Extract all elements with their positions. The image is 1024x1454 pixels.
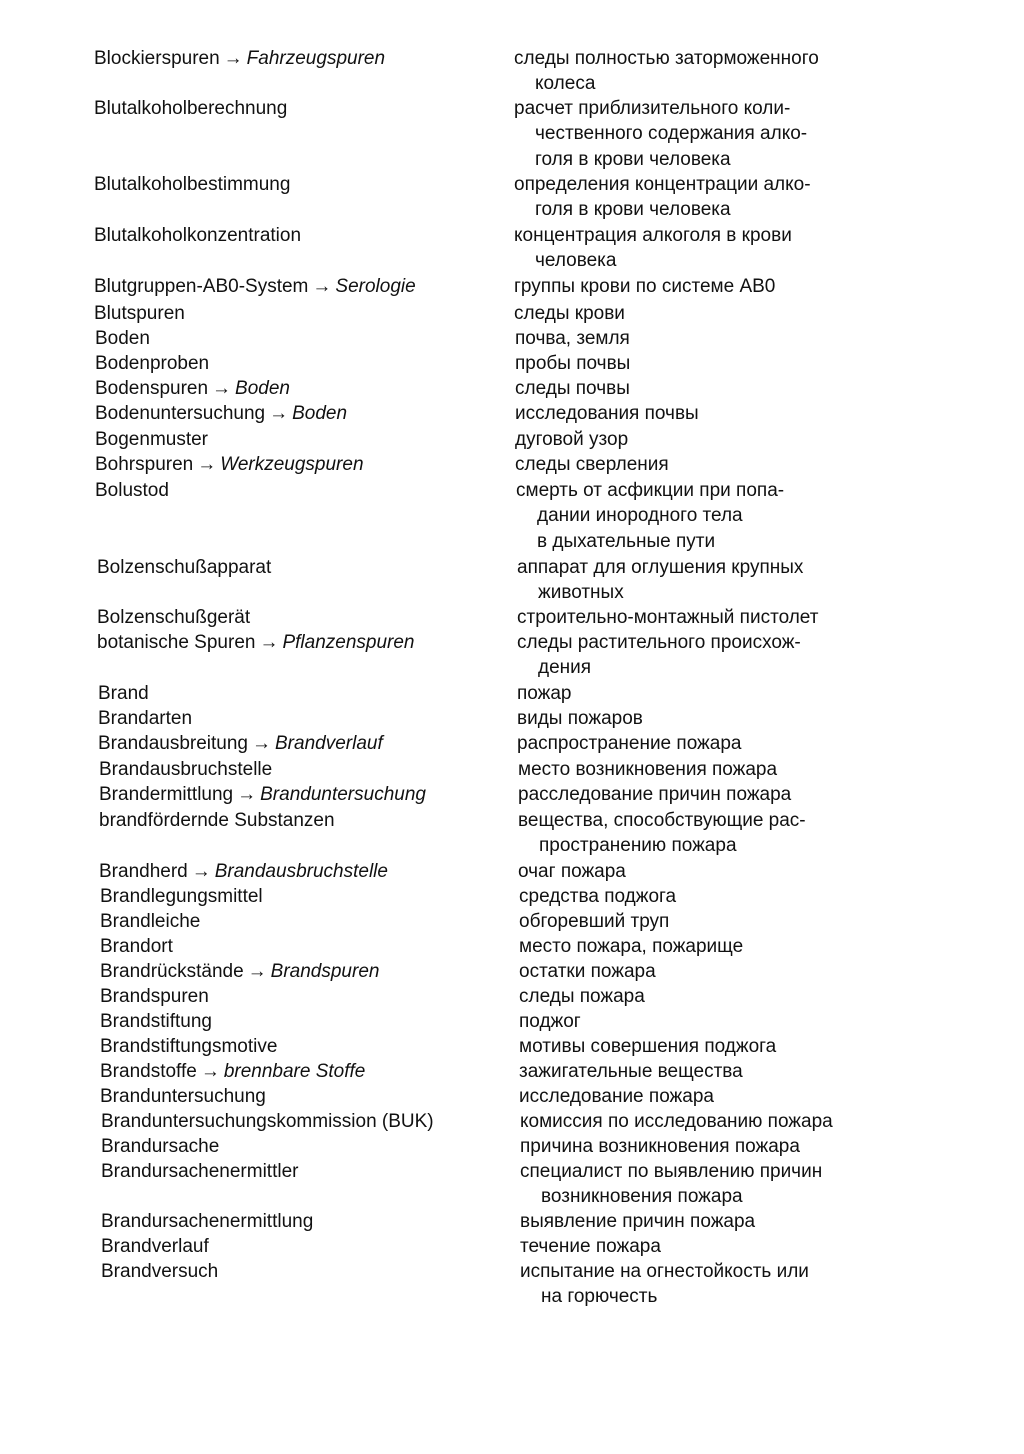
entry-translation	[519, 909, 879, 934]
entry-term	[99, 782, 499, 807]
cross-reference-target: Brandspuren	[270, 961, 380, 982]
translation-line: виды пожаров	[517, 708, 643, 729]
entry-term	[100, 909, 500, 934]
translation-line: пространению пожара	[539, 835, 737, 857]
entry-term	[101, 1209, 501, 1234]
term-text: Bolzenschußgerät	[97, 607, 251, 628]
translation-line: специалист по выявлению причин	[520, 1161, 823, 1182]
translation-line: остатки пожара	[519, 961, 656, 982]
entry-term	[100, 1034, 500, 1059]
cross-reference-target: Werkzeugspuren	[220, 454, 364, 475]
term-text: Brandstoffe	[100, 1061, 197, 1082]
translation-line: следы сверления	[515, 454, 669, 475]
entry-term	[101, 1109, 501, 1134]
translation-line: следы крови	[514, 303, 625, 324]
translation-line: зажигательные вещества	[519, 1061, 743, 1082]
term-text: Brandstiftung	[100, 1011, 212, 1032]
term-text: Blutalkoholberechnung	[94, 98, 288, 119]
cross-reference-arrow-icon: →	[269, 403, 289, 424]
entry-translation	[518, 859, 878, 884]
translation-line: средства поджога	[519, 886, 677, 907]
cross-reference-arrow-icon: →	[247, 961, 267, 982]
entry-translation	[520, 1109, 880, 1134]
entry-translation	[517, 630, 877, 681]
term-text: Brandursache	[101, 1136, 220, 1157]
entry-term	[98, 681, 498, 706]
entry-term	[95, 376, 495, 401]
entry-translation	[519, 959, 879, 984]
entry-term	[94, 301, 494, 326]
translation-line: колеса	[535, 73, 596, 95]
translation-line: концентрация алкоголя в крови	[514, 225, 792, 246]
cross-reference-target: Branduntersuchung	[260, 784, 426, 805]
entry-translation	[517, 731, 877, 756]
entry-term	[99, 808, 499, 833]
translation-line: причина возникновения пожара	[520, 1136, 800, 1157]
term-text: Bolzenschußapparat	[97, 557, 272, 578]
entry-term	[101, 1159, 501, 1184]
term-text: Brandursachenermittler	[101, 1161, 299, 1182]
translation-line: расчет приблизительного коли-	[514, 98, 791, 119]
entry-translation	[519, 934, 879, 959]
term-text: Brandarten	[98, 708, 193, 729]
entry-term	[101, 1134, 501, 1159]
term-text: Blutalkoholkonzentration	[94, 225, 302, 246]
term-text: Brandrückstände	[100, 961, 244, 982]
translation-line: определения концентрации алко-	[514, 174, 811, 195]
translation-line: расследование причин пожара	[518, 784, 792, 805]
term-text: Blutgruppen-AB0-System	[94, 276, 309, 297]
term-text: Brandursachenermittlung	[101, 1211, 314, 1232]
entry-translation	[515, 351, 875, 376]
translation-line: голя в крови человека	[535, 199, 731, 221]
translation-line: человека	[535, 250, 617, 272]
translation-line: дения	[538, 657, 592, 679]
entry-term	[100, 884, 500, 909]
translation-line: следы полностью заторможенного	[514, 48, 819, 69]
entry-term	[94, 96, 494, 121]
translation-line: очаг пожара	[518, 861, 626, 882]
entry-translation	[520, 1234, 880, 1259]
entry-term	[94, 172, 494, 197]
translation-line: следы почвы	[515, 378, 630, 399]
cross-reference-arrow-icon: →	[237, 784, 257, 805]
entry-term	[101, 1259, 501, 1284]
entry-translation	[514, 274, 874, 299]
translation-line: исследования почвы	[515, 403, 699, 424]
translation-line: следы пожара	[519, 986, 645, 1007]
entry-term	[98, 731, 498, 756]
entry-translation	[519, 1034, 879, 1059]
entry-term	[100, 1084, 500, 1109]
term-text: Brandausbruchstelle	[99, 759, 273, 780]
translation-line: исследование пожара	[519, 1086, 714, 1107]
translation-line: мотивы совершения поджога	[519, 1036, 777, 1057]
entry-term	[95, 401, 495, 426]
translation-line: пробы почвы	[515, 353, 631, 374]
translation-line: возникновения пожара	[541, 1186, 743, 1208]
translation-line: течение пожара	[520, 1236, 661, 1257]
translation-line: пожар	[517, 683, 572, 704]
entry-term	[100, 1009, 500, 1034]
entry-translation	[520, 1209, 880, 1234]
entry-translation	[520, 1134, 880, 1159]
entry-translation	[517, 605, 877, 630]
term-text: Brandleiche	[100, 911, 201, 932]
cross-reference-arrow-icon: →	[259, 632, 279, 653]
entry-translation	[518, 782, 878, 807]
entry-translation	[519, 1009, 879, 1034]
cross-reference-arrow-icon: →	[223, 48, 243, 69]
translation-line: дании инородного тела	[537, 505, 743, 527]
cross-reference-target: Brandausbruchstelle	[214, 861, 388, 882]
entry-translation	[518, 808, 878, 859]
entry-translation	[516, 478, 876, 554]
cross-reference-target: Boden	[235, 378, 290, 399]
entry-translation	[514, 301, 874, 326]
entry-translation	[514, 172, 874, 223]
translation-line: поджог	[519, 1011, 581, 1032]
entry-translation	[519, 884, 879, 909]
entry-term	[97, 630, 497, 655]
entry-translation	[517, 706, 877, 731]
translation-line: выявление причин пожара	[520, 1211, 756, 1232]
cross-reference-target: Serologie	[335, 276, 416, 297]
entry-translation	[514, 46, 874, 97]
term-text: Brandort	[100, 936, 173, 957]
term-text: Brandstiftungsmotive	[100, 1036, 278, 1057]
term-text: Brand	[98, 683, 149, 704]
cross-reference-arrow-icon: →	[200, 1061, 220, 1082]
entry-translation	[519, 984, 879, 1009]
entry-translation	[519, 1059, 879, 1084]
term-text: Blockierspuren	[94, 48, 220, 69]
term-text: Brandlegungsmittel	[100, 886, 263, 907]
term-text: Branduntersuchung	[100, 1086, 266, 1107]
entry-term	[95, 478, 495, 503]
translation-line: обгоревший труп	[519, 911, 670, 932]
translation-line: испытание на огнестойкость или	[520, 1261, 809, 1282]
cross-reference-target: Pflanzenspuren	[282, 632, 415, 653]
entry-term	[101, 1234, 501, 1259]
entry-term	[95, 351, 495, 376]
entry-translation	[515, 427, 875, 452]
term-text: Bogenmuster	[95, 429, 209, 450]
entry-term	[95, 427, 495, 452]
term-text: Blutalkoholbestimmung	[94, 174, 291, 195]
entry-term	[99, 859, 499, 884]
translation-line: место пожара, пожарище	[519, 936, 744, 957]
entry-term	[94, 223, 494, 248]
entry-term	[97, 605, 497, 630]
translation-line: голя в крови человека	[535, 148, 731, 170]
translation-line: почва, земля	[515, 328, 630, 349]
term-text: botanische Spuren	[97, 632, 256, 653]
entry-term	[100, 984, 500, 1009]
entry-translation	[520, 1259, 880, 1310]
term-text: Brandausbreitung	[98, 733, 248, 754]
entry-term	[97, 555, 497, 580]
entry-term	[95, 452, 495, 477]
entry-translation	[519, 1084, 879, 1109]
entry-translation	[514, 96, 874, 172]
term-text: Bohrspuren	[95, 454, 194, 475]
translation-line: на горючесть	[541, 1286, 658, 1308]
term-text: Boden	[95, 328, 150, 349]
term-text: Brandermittlung	[99, 784, 234, 805]
translation-line: чественного содержания алко-	[535, 123, 808, 145]
entry-translation	[515, 376, 875, 401]
entry-translation	[517, 555, 877, 606]
entry-term	[100, 1059, 500, 1084]
entry-term	[100, 959, 500, 984]
cross-reference-target: Brandverlauf	[275, 733, 383, 754]
translation-line: дуговой узор	[515, 429, 629, 450]
translation-line: следы растительного происхож-	[517, 632, 801, 653]
translation-line: животных	[538, 582, 624, 604]
entry-term	[95, 326, 495, 351]
translation-line: комиссия по исследованию пожара	[520, 1111, 833, 1132]
translation-line: распространение пожара	[517, 733, 742, 754]
entry-translation	[515, 326, 875, 351]
entry-term	[99, 757, 499, 782]
translation-line: аппарат для оглушения крупных	[517, 557, 804, 578]
entry-translation	[520, 1159, 880, 1210]
entry-translation	[515, 452, 875, 477]
cross-reference-target: brennbare Stoffe	[223, 1061, 366, 1082]
entry-translation	[517, 681, 877, 706]
translation-line: вещества, способствующие рас-	[518, 810, 806, 831]
cross-reference-arrow-icon: →	[212, 378, 232, 399]
term-text: Bodenproben	[95, 353, 210, 374]
cross-reference-target: Boden	[292, 403, 348, 424]
cross-reference-arrow-icon: →	[312, 276, 332, 297]
entry-translation	[518, 757, 878, 782]
entry-term	[98, 706, 498, 731]
entry-translation	[515, 401, 875, 426]
translation-line: группы крови по системе АВ0	[514, 276, 776, 297]
translation-line: смерть от асфикции при попа-	[516, 480, 785, 501]
term-text: Bodenspuren	[95, 378, 209, 399]
term-text: Brandverlauf	[101, 1236, 209, 1257]
entry-translation	[514, 223, 874, 274]
translation-line: место возникновения пожара	[518, 759, 778, 780]
translation-line: в дыхательные пути	[537, 530, 716, 552]
term-text: brandfördernde Substanzen	[99, 810, 335, 831]
entry-term	[94, 46, 494, 71]
term-text: Brandherd	[99, 861, 188, 882]
term-text: Brandversuch	[101, 1261, 219, 1282]
cross-reference-arrow-icon: →	[197, 454, 217, 475]
translation-line: строительно-монтажный пистолет	[517, 607, 819, 628]
entry-term	[94, 274, 494, 299]
cross-reference-arrow-icon: →	[252, 733, 271, 754]
cross-reference-arrow-icon: →	[191, 861, 211, 882]
cross-reference-target: Fahrzeugspuren	[246, 48, 386, 69]
term-text: Branduntersuchungskommission (BUK)	[101, 1111, 434, 1132]
term-text: Bodenuntersuchung	[95, 403, 266, 424]
term-text: Bolustod	[95, 480, 169, 501]
term-text: Brandspuren	[100, 986, 209, 1007]
entry-term	[100, 934, 500, 959]
term-text: Blutspuren	[94, 303, 185, 324]
